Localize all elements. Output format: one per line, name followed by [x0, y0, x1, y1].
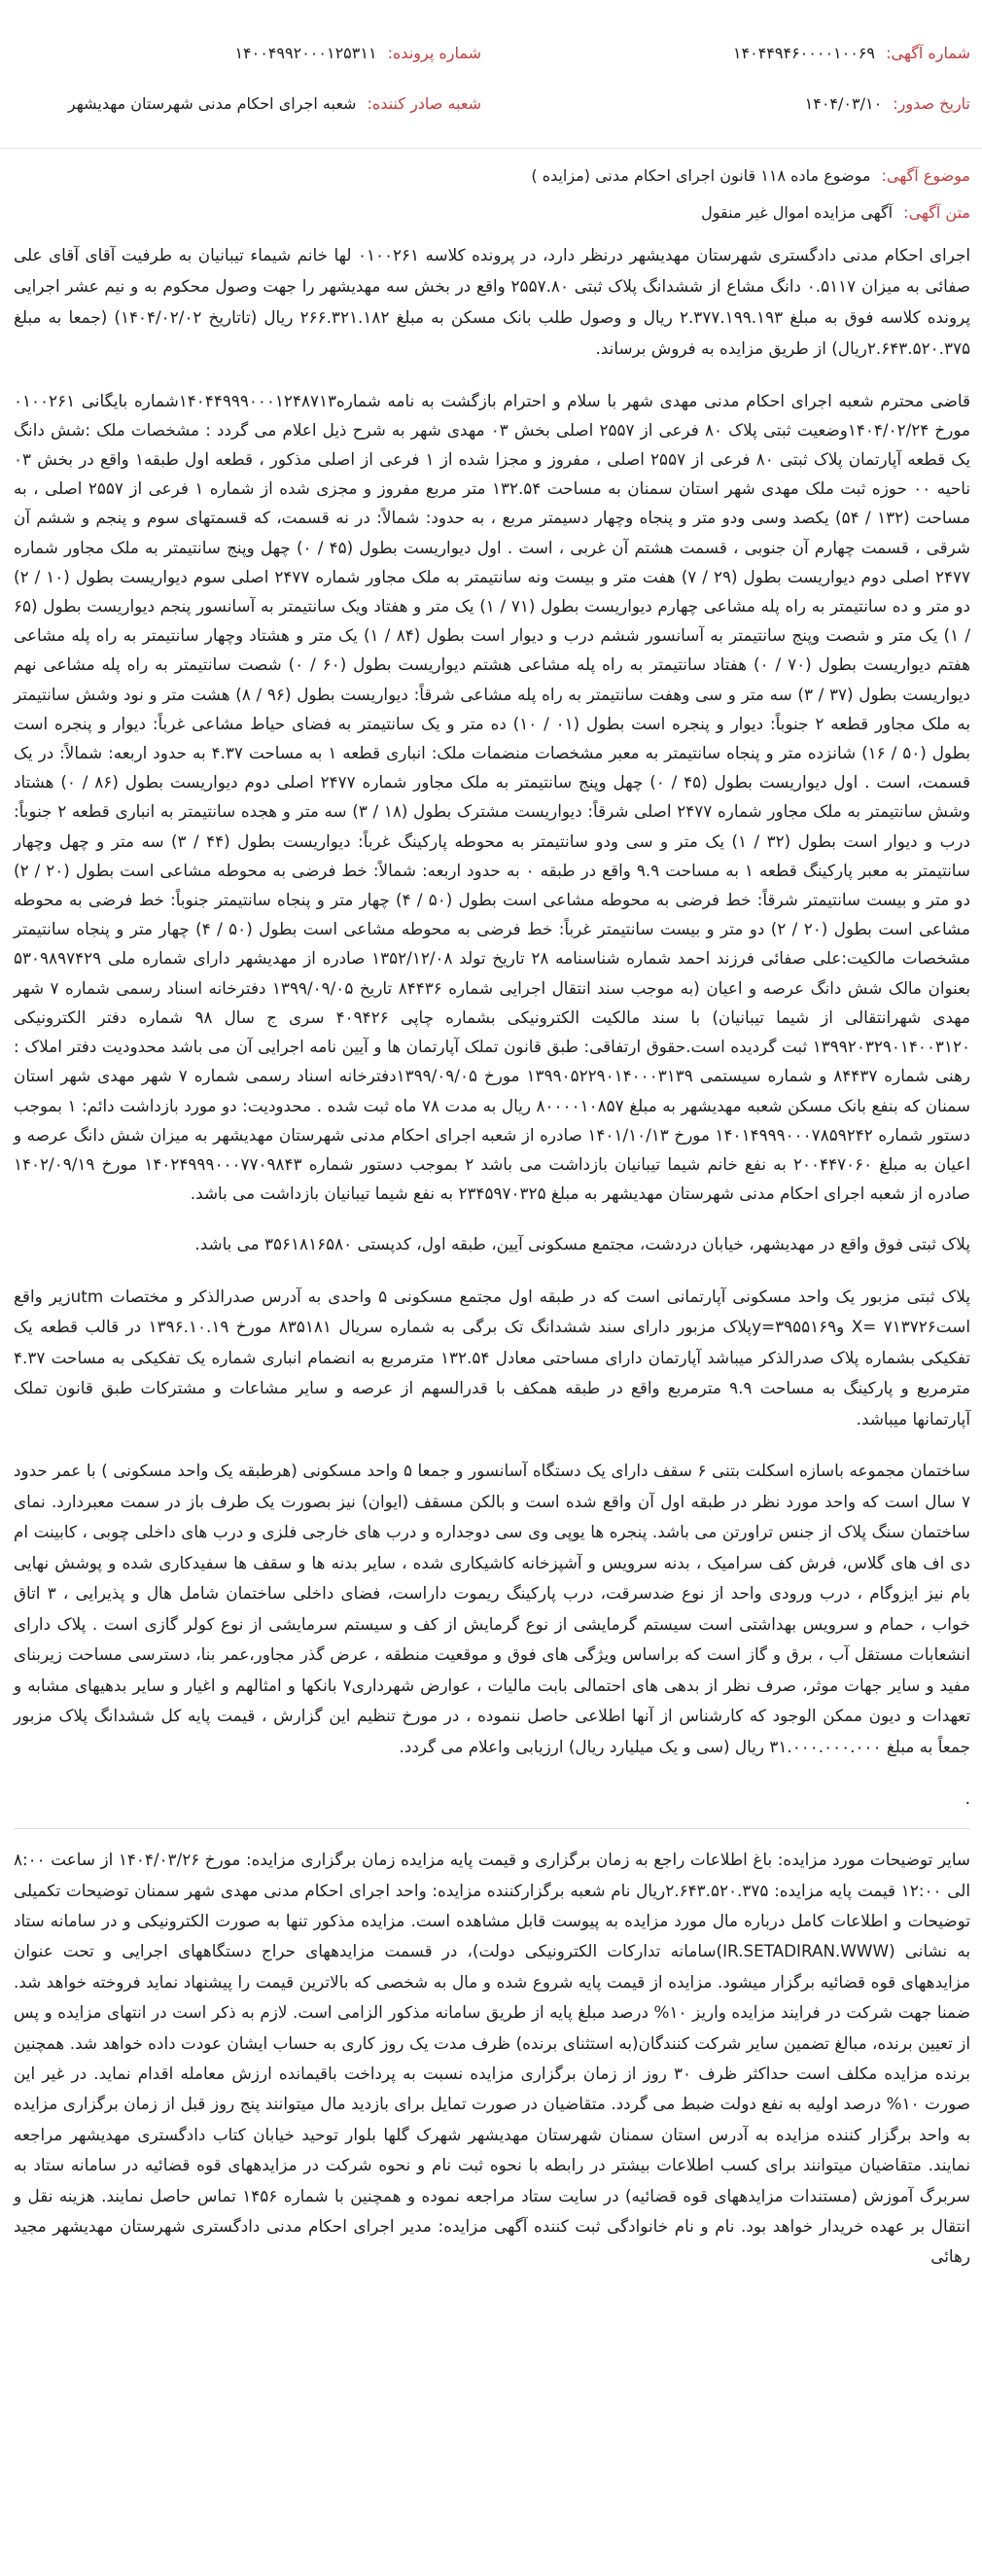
subject-value: موضوع ماده ۱۱۸ قانون اجرای احکام مدنی (مزایده ) [531, 166, 871, 185]
paragraph-dot: . [964, 1788, 970, 1809]
subject-label: موضوع آگهی: [881, 166, 970, 185]
issue-date-value: ۱۴۰۴/۰۳/۱۰ [804, 94, 883, 113]
text-title-value: آگهی مزایده اموال غیر منقول [701, 203, 894, 222]
notice-body [0, 225, 982, 2273]
paragraph-building-description: ساختمان مجموعه باسازه اسکلت بتنی ۶ سقف دارای یک دستگاه آسانسور و جمعا ۵ واحد مسکونی (هرطبقه یک واحد مسکونی ) با عمر حدود ۷ سال است که واحد مورد نظر در طبقه اول آن واقع شده است و بالکن مسقف (ایوان) نیز بصورت یک طرف باز در سمت معبردارد. نمای ساختمان سنگ پلاک از جنس تراورتن می باشد. پنجره ها یوپی وی سی دوجداره و درب های خارجی فلزی و درب های داخلی چوبی ، کابینت ام دی اف های گلاس، فرش کف سرامیک ، بدنه سرویس و آشپزخانه کاشیکاری شده ، سایر بدنه ها و سقف ها سفیدکاری شده و پوشش نهایی بام نیز ایزوگام ، درب ورودی واحد از نوع ضدسرقت، درب پارکینگ ریموت داراست، فضای داخلی ساختمان شامل هال و پذیرایی ، ۳ اتاق خواب ، حمام و سرویس بهداشتی است سیستم گرمایشی از نوع گرمایش از کف و سیستم سرمایشی از نوع کولر گازی است . پلاک دارای انشعابات مستقل آب ، برق و گاز است که براساس ویژگی های فوق و موقعیت منطقه ، عرض گذر مجاور،عمر بنا، دسترسی مساحت زیربنای مفید و سایر جهات موثر، صرف نظر از بدهی های احتمالی بابت مالیات ، عوارض شهرداری۷ بانکها و امثالهم و اغیار و سایر بدهیهای مشابه و تعهدات و دیون ممکن الوجود که کارشناس از آنها اطلاعی حاصل ننموده ، در مورخ تنظیم این گزارش ، قیمت پایه کل ششدانگ پلاک مزبور جمعاً به مبلغ ۳۱.۰۰۰.۰۰۰.۰۰۰ ریال (سی و یک میلیارد ریال) ارزیابی واعلام می گردد. [14, 1461, 970, 1756]
paragraph-registry-status: قاضی محترم شعبه اجرای احکام مدنی مهدی شهر با سلام و احترام بازگشت به نامه شماره۱۴۰۴۴۹۹۹۰۰۰۱۲۴۸۷۱۳شماره بایگانی ۰۱۰۰۲۶۱ مورخ ۱۴۰۴/۰۲/۲۴وضعیت ثبتی پلاک ۸۰ فرعی از ۲۵۵۷ اصلی بخش ۰۳ مهدی شهر به شرح ذیل اعلام می گردد : مشخصات ملک :شش دانگ یک قطعه آپارتمان پلاک ثبتی ۸۰ فرعی از ۲۵۵۷ اصلی ، مفروز و مجزا شده از ۱ فرعی از اصلی مذکور ، قطعه اول طبقه۱ واقع در بخش ۰۳ ناحیه ۰۰ حوزه ثبت ملک مهدی شهر استان سمنان به مساحت ۱۳۲.۵۴ متر مربع مفروز و مجزی شده از شماره ۱ فرعی از ۲۵۵۷ اصلی ، به مساحت (۱۳۲ / ۵۴) یکصد وسی ودو متر و پنجاه وچهار دسیمتر مربع ، به حدود: شمالاً: در نه قسمت، که قسمتهای سوم و پنجم و ششم آن شرقی ، قسمت چهارم آن جنوبی ، قسمت هشتم آن غربی ، است . اول دیواریست بطول (۴۵ / ۰) چهل وپنج سانتیمتر به ملک مجاور شماره ۲۴۷۷ اصلی دوم دیواریست بطول (۲۹ / ۷) هفت متر و بیست ونه سانتیمتر به ملک مجاور شماره ۲۴۷۷ اصلی سوم دیواریست بطول (۱۰ / ۲) دو متر و ده سانتیمتر به راه پله مشاعی چهارم دیواریست بطول (۷۱ / ۱) یک متر و هفتاد ویک سانتیمتر به آسانسور پنجم دیواریست بطول (۶۵ / ۱) یک متر و شصت وپنج سانتیمتر به آسانسور ششم درب و دیوار است بطول (۸۴ / ۱) یک متر و هشتاد وچهار سانتیمتر به راه پله مشاعی هفتم دیواریست بطول (۷۰ / ۰) هفتاد سانتیمتر به راه پله مشاعی هشتم دیواریست بطول (۶۰ / ۰) شصت سانتیمتر به راه پله مشاعی نهم دیواریست بطول (۳۷ / ۳) سه متر و سی وهفت سانتیمتر به راه پله مشاعی شرقاً: دیواریست بطول (۹۶ / ۸) هشت متر و نود وشش سانتیمتر به ملک مجاور قطعه ۲ جنوباً: دیوار و پنجره است بطول (۰۱ / ۱۰) ده متر و یک سانتیمتر به فضای حیاط مشاعی غرباً: دیوار و پنجره است بطول (۵۰ / ۱۶) شانزده متر و پنجاه سانتیمتر به معبر مشخصات منضمات ملک: انباری قطعه ۱ به مساحت ۴.۳۷ به حدود اربعه: شمالاً: در یک قسمت، است . اول دیواریست بطول (۴۵ / ۰) چهل وپنج سانتیمتر به ملک مجاور شماره ۲۴۷۷ اصلی دوم دیواریست بطول (۸۶ / ۰) هشتاد وشش سانتیمتر به ملک مجاور شماره ۲۴۷۷ اصلی شرقاً: دیواریست مشترک بطول (۱۸ / ۳) سه متر و هجده سانتیمتر به انباری قطعه ۲ جنوباً: درب و دیوار است بطول (۳۲ / ۱) یک متر و سی ودو سانتیمتر به محوطه پارکینگ غرباً: دیواریست بطول (۴۴ / ۳) سه متر و چهل وچهار سانتیمتر به معبر پارکینگ قطعه ۱ به مساحت ۹.۹ واقع در طبقه ۰ به حدود اربعه: شمالاً: خط فرضی به محوطه مشاعی است بطول (۲۰ / ۲) دو متر و بیست سانتیمتر شرقاً: خط فرضی به محوطه مشاعی است بطول (۵۰ / ۴) چهار متر و پنجاه سانتیمتر جنوباً: خط فرضی به محوطه مشاعی است بطول (۲۰ / ۲) دو متر و بیست سانتیمتر غرباً: خط فرضی به محوطه مشاعی است بطول (۵۰ / ۴) چهار متر و پنجاه سانتیمتر مشخصات مالکیت:علی صفائی فرزند احمد شماره شناسنامه ۲۸ تاریخ تولد ۱۳۵۲/۱۲/۰۸ صادره از مهدیشهر دارای شماره ملی ۵۳۰۹۸۹۷۴۲۹ بعنوان مالک شش دانگ عرصه و اعیان (به موجب سند انتقال اجرایی شماره ۸۴۴۳۶ تاریخ ۱۳۹۹/۰۹/۰۵ دفترخانه اسناد رسمی شماره ۷ شهر مهدی شهرانتقالی از شیما تیبانیان) با سند مالکیت الکترونیکی بشماره چاپی ۴۰۹۴۲۶ سری ج سال ۹۸ شماره دفتر الکترونیکی ۱۳۹۹۲۰۳۲۹۰۱۴۰۰۳۱۲۰ ثبت گردیده است.حقوق ارتفاقی: طبق قانون تملک آپارتمان ها و آیین نامه اجرایی آن می باشد محدودیت دفتر املاک : رهنی شماره ۸۴۴۳۷ و شماره سیستمی ۱۳۹۹۰۵۲۲۹۰۱۴۰۰۰۳۱۳۹ مورخ ۱۳۹۹/۰۹/۰۵دفترخانه اسناد رسمی شماره ۷ شهر مهدی شهر استان سمنان که بنفع بانک مسکن شعبه مهدیشهر به مبلغ ۸۰۰۰۰۱۰۸۵۷ ریال به مدت ۷۸ ماه ثبت شده . محدودیت: دو مورد بازداشت دائم: ۱ بموجب دستور شماره ۱۴۰۱۴۹۹۹۰۰۰۷۸۵۹۲۴۲ مورخ ۱۴۰۱/۱۰/۱۳ صادره از شعبه اجرای احکام مدنی شهرستان مهدیشهر به میزان شش دانگ عرصه و اعیان به مبلغ ۲۰۰۴۴۷۰۶۰ به نفع خانم شیما تیبانیان بازداشت می باشد ۲ بموجب دستور شماره ۱۴۰۲۴۹۹۹۰۰۰۷۷۰۹۸۴۳ مورخ ۱۴۰۲/۰۹/۱۹ صادره از شعبه اجرای احکام مدنی شهرستان مهدیشهر به مبلغ ۲۳۴۵۹۷۰۳۲۵ به نفع شیما تیبانیان بازداشت می باشد. [14, 390, 971, 1204]
issue-date-label: تاریخ صدور: [893, 94, 970, 113]
paragraph-property-spec: پلاک ثبتی مزبور یک واحد مسکونی آپارتمانی است که در طبقه اول مجتمع مسکونی ۵ واحدی به آدرس صدرالذکر و مختصات utmزیر واقع است۷۱۳۷۲۶ =X وy=۳۹۵۵۱۶۹پلاک مزبور دارای سند ششدانگ تک برگی به شماره سریال ۸۳۵۱۸۱ مورخ ۱۳۹۶.۱۰.۱۹ در قالب قطعه یک تفکیکی بشماره پلاک صدرالذکر میباشد آپارتمان دارای مساحتی معادل ۱۳۲.۵۴ مترمربع به انضمام انباری شماره یک تفکیکی به مساحت ۴.۳۷ مترمربع و پارکینگ به مساحت ۹.۹ مترمربع واقع در طبقه همکف با قدرالسهم از عرصه و سایر مشاعات و مشترکات طبق قانون تملک آپارتمانها میباشد. [14, 1286, 971, 1429]
issuing-branch-label: شعبه صادر کننده: [367, 94, 481, 113]
text-title-label: متن آگهی: [903, 203, 970, 222]
notice-subject [0, 155, 982, 188]
notice-text-title [0, 188, 982, 225]
paragraph-address: پلاک ثبتی فوق واقع در مهدیشهر، خیابان دردشت، مجتمع مسکونی آیین، طبقه اول، کدپستی ۳۵۶۱۸۱۶۵۸۰ می باشد. [194, 1234, 970, 1254]
ad-number-value: ۱۴۰۴۴۹۴۶۰۰۰۰۱۰۰۶۹ [732, 44, 876, 62]
case-number-value: ۱۴۰۰۴۹۹۲۰۰۰۱۲۵۳۱۱ [234, 44, 377, 62]
issuing-branch-value: شعبه اجرای احکام مدنی شهرستان مهدیشهر [67, 94, 357, 113]
case-number-label: شماره پرونده: [387, 44, 481, 62]
divider [14, 1828, 970, 1829]
issuing-branch [68, 93, 481, 115]
notice-header [0, 0, 982, 149]
ad-number [733, 43, 970, 64]
case-number [234, 43, 481, 64]
ad-number-label: شماره آگهی: [886, 44, 970, 62]
paragraph-auction-intro: اجرای احکام مدنی دادگستری شهرستان مهدیشهر درنظر دارد، در پرونده کلاسه ۰۱۰۰۲۶۱ لها خانم شیماء تیبانیان به طرفیت آقای آقای علی صفائی به میزان ۰.۵۱۱۷ دانگ مشاع از ششدانگ پلاک ثبتی ۲۵۵۷.۸۰ واقع در بخش سه مهدیشهر را جهت وصول محکوم به و نیم عشر اجرایی پرونده کلاسه فوق به مبلغ ۲.۳۷۷.۱۹۹.۱۹۳ ریال و وصول طلب بانک مسکن به مبلغ ۲۶۶.۳۲۱.۱۸۲ ریال (تاتاریخ ۱۴۰۴/۰۲/۰۲) (جمعا به مبلغ ۲.۶۴۳.۵۲۰.۳۷۵ریال) از طریق مزایده به فروش برساند. [14, 245, 970, 358]
paragraph-auction-details: سایر توضیحات مورد مزایده: باغ اطلاعات راجع به زمان برگزاری و قیمت پایه مزایده زمان برگزاری مزایده: مورخ ۱۴۰۴/۰۳/۲۶ از ساعت ۸:۰۰ الی ۱۲:۰۰ قیمت پایه مزایده: ۲.۶۴۳.۵۲۰.۳۷۵ریال نام شعبه برگزارکننده مزایده: واحد اجرای احکام مدنی مهدی شهر سمنان توضیحات تکمیلی توضیحات و اطلاعات کامل درباره مال مورد مزایده به پیوست قابل مشاهده است. مزایده مذکور تنها به صورت الکترونیکی و در سامانه ستاد به نشانی (IR.SETADIRAN.WWW)سامانه تدارکات الکترونیکی دولت)، در قسمت مزایدههای حراج دستگاههای اجرایی و تحت عنوان مزایدههای قوه قضائیه برگزار میشود. مزایده از قیمت پایه شروع شده و مال به شخصی که بالاترین قیمت را پیشنهاد نماید فروخته خواهد شد. ضمنا جهت شرکت در فرایند مزایده واریز ۱۰% درصد مبلغ پایه از طریق سامانه مذکور الزامی است. لازم به ذکر است در انتهای مزایده و پس از تعیین برنده، مبالغ تضمین سایر شرکت کنندگان(به استثنای برنده) ظرف مدت یک روز کاری به حساب ایشان عودت داده خواهد شد. همچنین برنده مزایده مکلف است حداکثر ظرف ۳۰ روز از زمان برگزاری مزایده نسبت به پرداخت باقیمانده ارزش معامله اقدام نماید. در غیر این صورت ۱۰% درصد اولیه به نفع دولت ضبط می گردد. متقاضیان در صورت تمایل برای بازدید مال میتوانند پنج روز قبل از زمان برگزاری مزایده به واحد برگزار کننده مزایده به آدرس استان سمنان شهرستان مهدیشهر شهرک گلها بلوار توحید خیابان کتاب دادگستری مهدیشهر مراجعه نمایند. متقاضیان میتوانند برای کسب اطلاعات بیشتر در رابطه با نحوه ثبت نام و نحوه شرکت در مزایدههای قوه قضائیه در سامانه ستاد به سربرگ آموزش (مستندات مزایدههای قوه قضائیه) در سایت ستاد مراجعه نموده و همچنین با شماره ۱۴۵۶ تماس حاصل نمایند. هزینه نقل و انتقال بر عهده خریدار خواهد بود. نام و نام خانوادگی ثبت کننده آگهی مزایده: مدیر اجرای احکام مدنی دادگستری شهرستان مهدیشهر مجید رهائی [14, 1850, 971, 2267]
issue-date [805, 93, 970, 115]
